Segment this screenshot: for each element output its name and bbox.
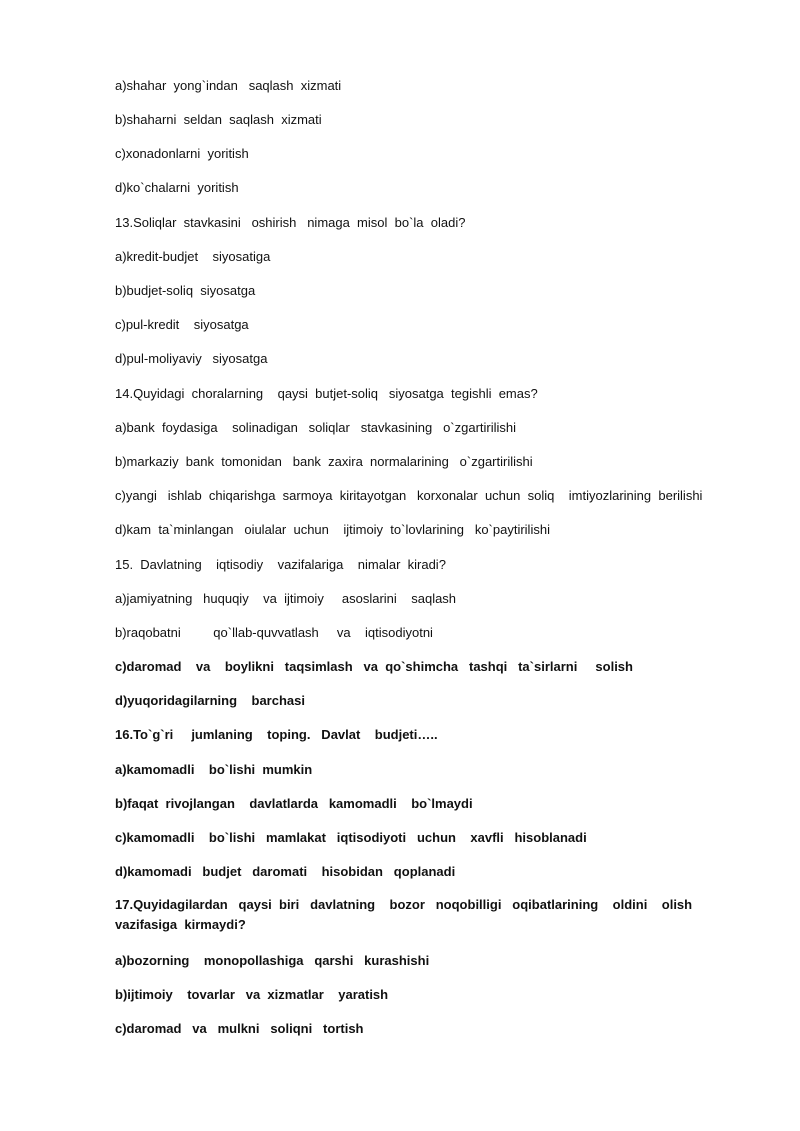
option-line: a)kamomadli bo`lishi mumkin (115, 762, 313, 777)
option-line: a)bank foydasiga solinadigan soliqlar stavkasining o`zgartirilishi (115, 420, 517, 435)
option-line: a)jamiyatning huquqiy va ijtimoiy asoslarini saqlash (115, 591, 457, 606)
option-line: d)kam ta`minlangan oiulalar uchun ijtimoiy to`lovlarining ko`paytirilishi (115, 522, 550, 537)
option-line: d)ko`chalarni yoritish (115, 180, 239, 195)
question-line: 17.Quyidagilardan qaysi biri davlatning bozor noqobilligi oqibatlarining oldini olish vazifasiga kirmaydi? (115, 897, 703, 932)
option-line: c)daromad va boylikni taqsimlash va qo`shimcha tashqi ta`sirlarni solish (115, 659, 633, 674)
option-line: c)pul-kredit siyosatga (115, 317, 249, 332)
option-line: b)ijtimoiy tovarlar va xizmatlar yaratish (115, 987, 389, 1002)
option-line: a)shahar yong`indan saqlash xizmati (115, 78, 342, 93)
option-line: b)faqat rivojlangan davlatlarda kamomadli bo`lmaydi (115, 796, 473, 811)
option-line: d)kamomadi budjet daromati hisobidan qoplanadi (115, 864, 456, 879)
option-line: a)bozorning monopollashiga qarshi kurashishi (115, 953, 430, 968)
option-line: c)kamomadli bo`lishi mamlakat iqtisodiyoti uchun xavfli hisoblanadi (115, 830, 587, 845)
question-line: 14.Quyidagi choralarning qaysi butjet-soliq siyosatga tegishli emas? (115, 386, 538, 401)
option-line: b)raqobatni qo`llab-quvvatlash va iqtisodiyotni (115, 625, 433, 640)
option-line: d)pul-moliyaviy siyosatga (115, 351, 268, 366)
option-line: a)kredit-budjet siyosatiga (115, 249, 271, 264)
question-line: 13.Soliqlar stavkasini oshirish nimaga misol bo`la oladi? (115, 215, 466, 230)
option-line: b)markaziy bank tomonidan bank zaxira normalarining o`zgartirilishi (115, 454, 533, 469)
option-line: b)budjet-soliq siyosatga (115, 283, 256, 298)
question-line: 16.To`g`ri jumlaning toping. Davlat budjeti….. (115, 727, 438, 742)
option-line: d)yuqoridagilarning barchasi (115, 693, 305, 708)
option-line: c)xonadonlarni yoritish (115, 146, 249, 161)
option-line: b)shaharni seldan saqlash xizmati (115, 112, 322, 127)
option-line: c)yangi ishlab chiqarishga sarmoya kiritayotgan korxonalar uchun soliq imtiyozlarining berilishi (115, 488, 703, 503)
question-line: 15. Davlatning iqtisodiy vazifalariga nimalar kiradi? (115, 557, 446, 572)
option-line: c)daromad va mulkni soliqni tortish (115, 1021, 364, 1036)
